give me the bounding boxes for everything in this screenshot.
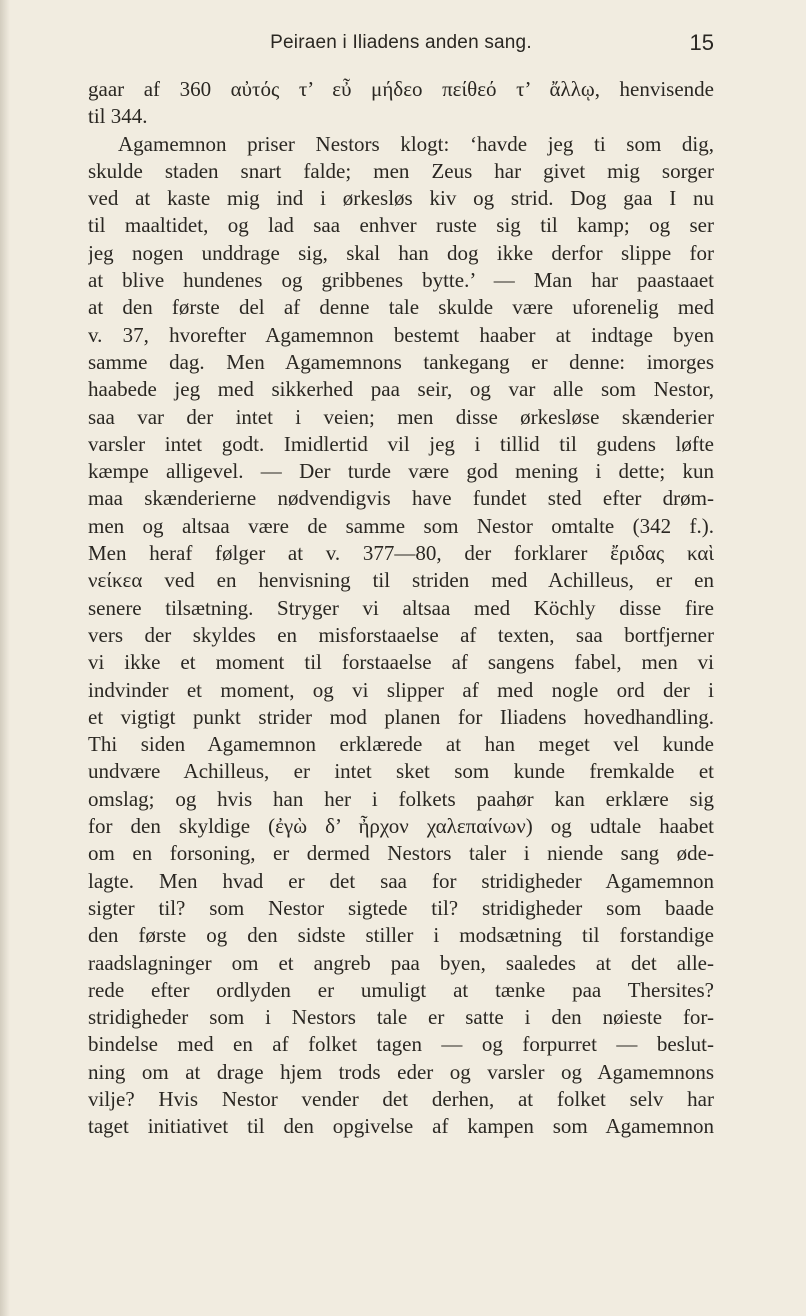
- text-line: skulde staden snart falde; men Zeus har givet mig sorger: [88, 158, 714, 183]
- text-line: samme dag. Men Agamemnons tankegang er denne: imorges: [88, 349, 714, 374]
- text-line: maa skænderierne nødvendigvis have fundet sted efter drøm-: [88, 486, 714, 511]
- text-line: bindelse med en af folket tagen — og forpurret — beslut-: [88, 1032, 714, 1057]
- text-line: jeg nogen unddrage sig, skal han dog ikke derfor slippe for: [88, 240, 714, 265]
- body-text: [88, 76, 714, 1141]
- text-line: Thi siden Agamemnon erklærede at han meget vel kunde: [88, 732, 714, 757]
- text-line: kæmpe alligevel. — Der turde være god mening i dette; kun: [88, 459, 714, 484]
- text-line: ning om at drage hjem trods eder og varsler og Agamemnons: [88, 1059, 714, 1084]
- text-line: for den skyldige (ἐγὼ δ’ ἦρχον χαλεπαίνων) og udtale haabet: [88, 814, 714, 839]
- text-line: ved at kaste mig ind i ørkesløs kiv og strid. Dog gaa I nu: [88, 186, 714, 211]
- text-line: vi ikke et moment til forstaaelse af sangens fabel, men vi: [88, 650, 714, 675]
- page-header: [88, 30, 714, 60]
- text-line: at blive hundenes og gribbenes bytte.’ — Man har paastaaet: [88, 268, 714, 293]
- text-line: νείκεα ved en henvisning til striden med Achilleus, er en: [88, 568, 714, 593]
- text-line: haabede jeg med sikkerhed paa seir, og var alle som Nestor,: [88, 377, 714, 402]
- text-line: stridigheder som i Nestors tale er satte i den nøieste for-: [88, 1005, 714, 1030]
- text-line: undvære Achilleus, er intet sket som kunde fremkalde et: [88, 759, 714, 784]
- text-line: Agamemnon priser Nestors klogt: ‘havde jeg ti som dig,: [118, 131, 714, 156]
- text-line: lagte. Men hvad er det saa for stridigheder Agamemnon: [88, 868, 714, 893]
- text-line: den første og den sidste stiller i modsætning til forstandige: [88, 923, 714, 948]
- page-edge-shadow: [0, 0, 10, 1316]
- text-line: til maaltidet, og lad saa enhver ruste sig til kamp; og ser: [88, 213, 714, 238]
- text-line: men og altsaa være de samme som Nestor omtalte (342 f.).: [88, 513, 714, 538]
- text-line: omslag; og hvis han her i folkets paahør kan erklære sig: [88, 786, 714, 811]
- page-number: 15: [689, 30, 714, 55]
- text-line: sigter til? som Nestor sigtede til? stridigheder som baade: [88, 895, 714, 920]
- running-title: Peiraen i Iliadens anden sang.: [270, 32, 532, 53]
- text-line: taget initiativet til den opgivelse af kampen som Agamemnon: [88, 1114, 714, 1139]
- text-line: om en forsoning, er dermed Nestors taler i niende sang øde-: [88, 841, 714, 866]
- text-line: varsler intet godt. Imidlertid vil jeg i tillid til gudens løfte: [88, 431, 714, 456]
- text-line: et vigtigt punkt strider mod planen for Iliadens hovedhandling.: [88, 704, 714, 729]
- text-line: raadslagninger om et angreb paa byen, saaledes at det alle-: [88, 950, 714, 975]
- text-line: rede efter ordlyden er umuligt at tænke paa Thersites?: [88, 977, 714, 1002]
- text-line: til 344.: [88, 104, 148, 129]
- text-line: v. 37, hvorefter Agamemnon bestemt haaber at indtage byen: [88, 322, 714, 347]
- text-line: indvinder et moment, og vi slipper af med nogle ord der i: [88, 677, 714, 702]
- text-line: at den første del af denne tale skulde være uforenelig med: [88, 295, 714, 320]
- text-line: Men heraf følger at v. 377—80, der forklarer ἔριδας καὶ: [88, 541, 714, 566]
- text-line: saa var der intet i veien; men disse ørkesløse skænderier: [88, 404, 714, 429]
- text-line: senere tilsætning. Stryger vi altsaa med Köchly disse fire: [88, 595, 714, 620]
- text-line: gaar af 360 αὐτός τ’ εὖ μήδεο πείθεό τ’ ἄλλῳ, henvisende: [88, 77, 714, 101]
- text-line: vers der skyldes en misforstaaelse af texten, saa bortfjerner: [88, 622, 714, 647]
- text-line: vilje? Hvis Nestor vender det derhen, at folket selv har: [88, 1086, 714, 1111]
